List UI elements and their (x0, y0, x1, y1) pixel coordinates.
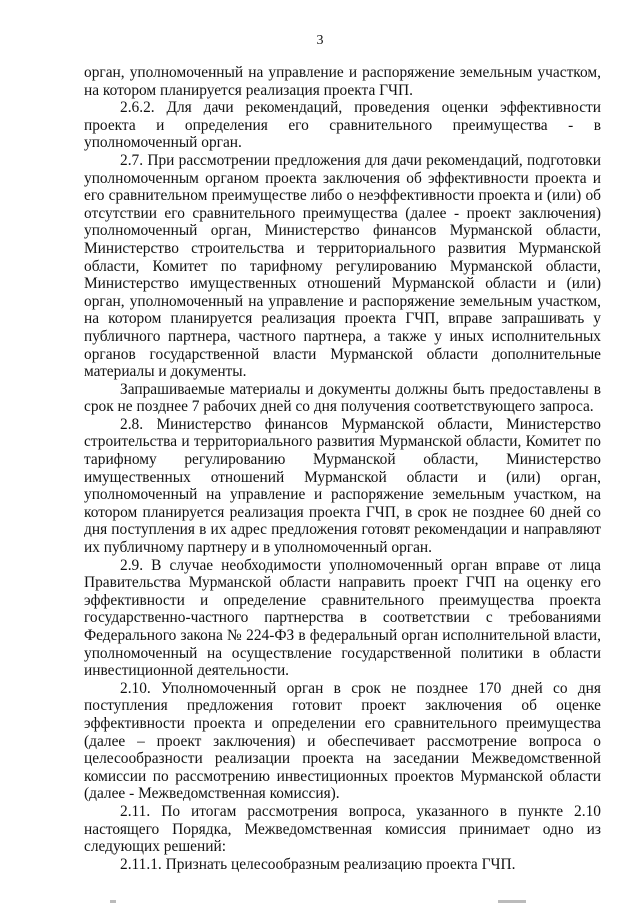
paragraph: 2.11.1. Признать целесообразным реализацию проекта ГЧП. (120, 855, 516, 873)
paragraph: орган, уполномоченный на управление и распоряжение земельным участком, на котором планируется реализация проекта ГЧП. (84, 64, 601, 99)
scan-artifact (498, 900, 526, 903)
paragraph: 2.9. В случае необходимости уполномоченный орган вправе от лица Правительства Мурманской области направить проект ГЧП на оценку его эффективности и определение сравнительного преимущества проекта государственно-частного партнерства в соответствии с требованиями Федерального закона № 224-ФЗ в федеральный орган исполнительной власти, уполномоченный на осуществление государственной политики в области инвестиционной деятельности. (84, 556, 601, 680)
paragraph: Запрашиваемые материалы и документы должны быть предоставлены в срок не позднее 7 рабочих дней со дня получения соответствующего запроса. (84, 380, 601, 416)
page-number: 3 (316, 33, 324, 48)
scan-artifact (110, 900, 116, 903)
paragraph: 2.6.2. Для дачи рекомендаций, проведения оценки эффективности проекта и определения его сравнительного преимущества - в уполномоченный орган. (84, 99, 601, 152)
paragraph: 2.8. Министерство финансов Мурманской области, Министерство строительства и территориального развития Мурманской области, Комитет по тарифному регулированию Мурманской области, Министерство имущественных отношений Мурманской области и (или) орган, уполномоченный на управление и распоряжение земельным участком, на котором планируется реализация проекта ГЧП, в срок не позднее 60 дней со дня поступления в их адрес предложения готовят рекомендации и направляют их публичному партнеру и в уполномоченный орган. (84, 415, 601, 557)
paragraph: 2.11. По итогам рассмотрения вопроса, указанного в пункте 2.10 настоящего Порядка, Межведомственная комиссия принимает одно из следующих решений: (84, 802, 601, 856)
document-body (84, 64, 601, 873)
paragraph: 2.7. При рассмотрении предложения для дачи рекомендаций, подготовки уполномоченным органом проекта заключения об эффективности проекта и его сравнительном преимуществе либо о неэффективности проекта и (или) об отсутствии его сравнительного преимущества (далее - проект заключения) уполномоченный орган, Министерство финансов Мурманской области, Министерство строительства и территориального развития Мурманской области, Комитет по тарифному регулированию Мурманской области, Министерство имущественных отношений Мурманской области и (или) орган, уполномоченный на управление и распоряжение земельным участком, на котором планируется реализация проекта ГЧП, вправе запрашивать у публичного партнера, частного партнера, а также у иных исполнительных органов государственной власти Мурманской области дополнительные материалы и документы. (84, 151, 601, 381)
paragraph: 2.10. Уполномоченный орган в срок не позднее 170 дней со дня поступления предложения готовит проект заключения об оценке эффективности проекта и определении его сравнительного преимущества (далее – проект заключения) и обеспечивает рассмотрение вопроса о целесообразности реализации проекта на заседании Межведомственной комиссии по рассмотрению инвестиционных проектов Мурманской области (далее - Межведомственная комиссия). (84, 679, 601, 803)
